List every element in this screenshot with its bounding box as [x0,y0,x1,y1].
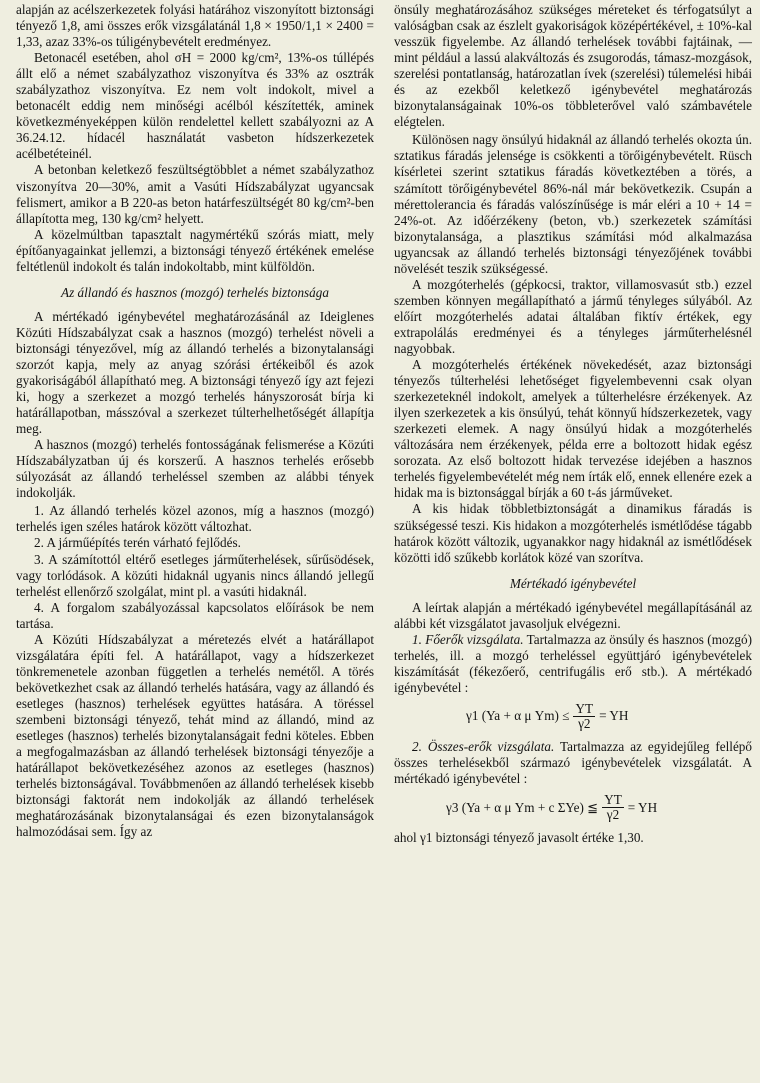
list-item: 1. Az állandó terhelés közel azonos, míg a hasznos (mozgó) terhelés igen széles határok között változhat. [16,503,374,535]
equation-1-denominator: γ2 [578,715,591,731]
section-heading: Mértékadó igénybevétel [509,575,637,591]
left-column [16,2,374,1083]
check-1-label: 1. Főerők vizsgálata. [412,631,524,647]
check-2-paragraph [394,739,752,787]
paragraph: A mértékadó igénybevétel meghatározásánál az Ideiglenes Közúti Hídszabályzat csak a hasznos (mozgó) terhelést növeli a biztonsági tényezővel, míg az állandó terhelés a bizonytalansági szorzót kapja, mely az anyag szórási értékeiből és azok gyakoriságából állapítható meg. A biztonsági tényező így azt fejezi ki, hogy a szerkezet a mozgó terhelés hányszorosát bírja ki határállapotban, másszóval a szerkezet túlterhelhetőségét állapítja meg. [16,308,374,437]
check-1-paragraph [394,632,752,696]
equation-2-rhs: = YH [627,799,658,815]
list-item: 3. A számítottól eltérő esetleges járműterhelések, sűrűsödések, vagy torlódások. A közúti hidaknál ugyanis nincs állandó jellegű terhelést ellenőrző szolgálat, mint pl. a vasúti hidaknál. [16,551,374,599]
paragraph: alapján az acélszerkezetek folyási határához viszonyított biztonsági tényező 1,8, ami összes erők vizsgálatánál 1,8 × 1950/1,1 × 2400 = 1,33, azaz 33%-os túligénybevételt eredményez. [16,2,374,50]
equation-2 [394,793,752,822]
paragraph: Különösen nagy önsúlyú hidaknál az állandó terhelés okozta ún. sztatikus fáradás jelensége is csökkenti a törőigénybevételt. Rüsch kísérletei szerint sztatikus fáradás következtében a törés, a számított törőigénybevétel 86%-nál már bekövetkezik. Csupán a mérettolerancia és fáradás valószínűsége is már eléri a 10 + 14 = 24%-ot. Az időérzékeny (beton, vb.) szerkezetek számítási bizonytalansága, a plasztikus számítási mód alkalmazása ugyancsak az állandó terhelés biztonsági tényezőjének további növelését teszik szükségessé. [394,132,752,276]
paragraph: A hasznos (mozgó) terhelés fontosságának felismerése a Közúti Hídszabályzatban új és korszerű. A hasznos terhelés erősebb súlyozását az állandó terheléssel szemben az alábbi tények indokolják. [16,437,374,501]
equation-1-rhs: = YH [599,708,629,724]
equation-2-denominator: γ2 [606,807,620,823]
equation-1-lhs: γ1 (Ya + α μ Ym) ≤ [466,708,570,724]
paragraph: A mozgóterhelés (gépkocsi, traktor, villamosvasút stb.) ezzel szemben könnyen megállapítható a jármű tényleges súlyából. Az előírt mozgóterhelés adatai általában fiktív értékek, egy extrapolálás eredményei és a tényleges járműterhelésnél nagyobbak. [394,276,752,356]
equation-2-lhs: γ3 (Ya + α μ Ym + c ΣYe) ≦ [446,799,599,815]
paragraph: önsúly meghatározásához szükséges méreteket és térfogatsúlyt a valóságban csak az észlelt gyakoriságok középértékével, ± 10%-kal vesszük figyelembe. Az állandó terhelések további fajtáinak, — mint például a lassú alakváltozás és zsugorodás, támasz-mozgások, szerelési pontatlanság, határozatlan ívek (szerelési) túlemelési hibái és az ezekből keletkező igénybevétel meghatározás bizonytalanságainak 10%-os többleterővel való számbavétele elégtelen. [394,2,752,130]
list-item: 2. A járműépítés terén várható fejlődés. [34,535,241,551]
paragraph: A leírtak alapján a mértékadó igénybevétel megállapításánál az alábbi két vizsgálatot javasoljuk elvégezni. [394,599,752,631]
section-heading: Az állandó és hasznos (mozgó) terhelés biztonsága [61,284,329,300]
closing-line: ahol γ1 biztonsági tényező javasolt értéke 1,30. [394,830,644,846]
list-item: 4. A forgalom szabályozással kapcsolatos előírások be nem tartása. [16,599,374,631]
check-2-text: Tartalmazza az egyidejűleg fellépő összes terhelésekből származó igénybevételek vizsgálatát. A mértékadó igénybevétel : [394,738,752,787]
equation-1 [394,702,752,731]
paragraph: A mozgóterhelés értékének növekedését, azaz biztonsági tényezős túlterhelési lehetőséget figyelembevenni csak olyan szerkezeteknél indokolt, amelyek a túlterhelésre érzékenyek. Az ilyen szerkezetek a kis önsúlyú, tehát könnyű hídszerkezetek, vagy szerkezeti elemek. A nagy önsúlyú hidak a mozgóterhelés változására nem érzékenyek, példa erre a boltozott hidak egész sorozata. Az első boltozott hidak tervezése idejében a hasznos terhelés figyelembevételét még nem írták elő, ennek ellenére ezek a hidak ma is biztonsággal bírják a 60 t-ás járműveket. [394,357,752,501]
check-1-text: Tartalmazza az önsúly és hasznos (mozgó) terhelés, ill. a mozgó terheléssel együttjáró igénybevételek kiszámítását (fékezőerő, centrifugális erő stb.). A mértékadó igénybevétel : [394,631,752,695]
equation-1-fraction [573,702,595,731]
equation-2-fraction [602,793,624,822]
equation-1-numerator: YT [575,700,594,716]
paragraph: Betonacél esetében, ahol σH = 2000 kg/cm², 13%-os túllépés állt elő a német szabályzathoz viszonyítva és 33% az osztrák szabályzathoz viszonyítva. Ez nem volt indokolt, mivel a betonacélt eddig nem minőségi acélból készítették, aminek következményeképpen külön rendelettel kellett szabályozni az A 36.24.12. hídacél használatát vasbeton hídszerkezetek acélbetéteinél. [16,50,374,162]
paragraph: A kis hidak többletbiztonságát a dinamikus fáradás is szükségessé teszi. Kis hidakon a mozgóterhelés ismétlődése tágabb határok között változik, ugyanakkor nagy hidaknál az ismétlődések közötti idő szűkebb korlátok közé van szorítva. [394,501,752,565]
right-column [394,2,752,1083]
paragraph: A betonban keletkező feszültségtöbblet a német szabályzathoz viszonyítva 20—30%, amit a Vasúti Hídszabályzat ugyancsak felismert, amikor a B 220-as beton határfeszültségét 80 kg/cm²-ben állapította meg, 130 kg/cm² helyett. [16,162,374,226]
check-2-label: 2. Összes-erők vizsgálata. [412,738,555,754]
paragraph: A Közúti Hídszabályzat a méretezés elvét a határállapot vizsgálatára építi fel. A határállapot, vagy a hídszerkezet tönkremenetele azonban független a terhelés nemétől. A törés bekövetkezhet csak az állandó terhelés hatására, vagy az állandó és esetleges (hasznos) terhelések együttes hatására. A töréssel szembeni biztonsági tényező, tehát mind az állandó, mind az esetleges (hasznos) terhelés bizonytalanságait fedni köteles. Ebben a megfogalmazásban az állandó terhelések biztonsági tényezője a határállapot bekövetkezéséhez azonos az esetleges (hasznos) terhelés biztonságával. Továbbmenően az állandó terhelések kisebb biztonsági faktorát nem indokolják az állandó terhelések meghatározásának bizonytalanságai és ezen bizonytalanságok halmozódásai sem. Így az [16,631,374,840]
equation-2-numerator: YT [604,792,622,808]
paragraph: A közelmúltban tapasztalt nagymértékű szórás miatt, mely építőanyagainkat jellemzi, a biztonsági tényező értékének emelése feltétlenül indokolt és talán indokoltabb, mint külföldön. [16,226,374,274]
